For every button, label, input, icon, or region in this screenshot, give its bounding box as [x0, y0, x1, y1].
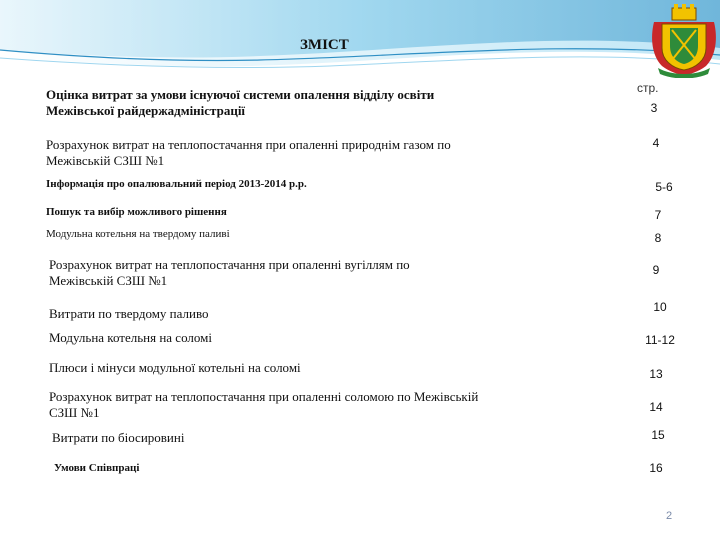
toc-entry-page: 14	[649, 400, 663, 414]
toc-entry-page: 11-12	[645, 333, 675, 347]
toc-entry-page: 4	[652, 136, 660, 150]
toc-entry-text[interactable]: Витрати по твердому паливо	[49, 306, 209, 321]
toc-entry-text[interactable]: Розрахунок витрат на теплопостачання при опаленні вугіллям по Межівській СЗШ №1	[49, 257, 410, 289]
toc-entry-page: 3	[650, 101, 658, 115]
toc-entry-page: 7	[654, 208, 662, 222]
toc-entry-text[interactable]: Розрахунок витрат на теплопостачання при опаленні соломою по Межівській СЗШ №1	[49, 389, 479, 421]
toc-entry-page: 15	[651, 428, 665, 442]
toc-entry-page: 9	[652, 263, 660, 277]
toc-entry-text[interactable]: Оцінка витрат за умови існуючої системи опалення відділу освіти Межівської райдержадміністрації	[46, 87, 435, 119]
slide-number: 2	[666, 510, 673, 522]
toc-entry-text[interactable]: Умови Співпраці	[54, 462, 140, 474]
toc-entry-text[interactable]: Модульна котельня на соломі	[49, 330, 212, 345]
toc-entry-text[interactable]: Модульна котельня на твердому паливі	[46, 228, 230, 240]
toc-entry-page: 10	[653, 300, 667, 314]
coat-of-arms-icon	[648, 2, 720, 78]
toc-entry-text[interactable]: Інформація про опалювальний період 2013-2014 р.р.	[46, 178, 307, 190]
toc-entry-page: 16	[649, 461, 663, 475]
toc-entry-page: 5-6	[655, 180, 673, 194]
toc-entry-text[interactable]: Плюси і мінуси модульної котельні на соломі	[49, 360, 301, 375]
page-title: ЗМІСТ	[300, 37, 349, 53]
toc-entry-text[interactable]: Витрати по біосировині	[52, 430, 185, 445]
toc-entry-text[interactable]: Розрахунок витрат на теплопостачання при опаленні природнім газом по Межівській СЗШ №1	[46, 137, 451, 169]
toc-entry-page: 13	[649, 367, 663, 381]
toc-entry-page: 8	[654, 231, 662, 245]
toc-entry-text[interactable]: Пошук та вибір можливого рішення	[46, 206, 227, 218]
page-column-header: стр.	[637, 81, 659, 95]
